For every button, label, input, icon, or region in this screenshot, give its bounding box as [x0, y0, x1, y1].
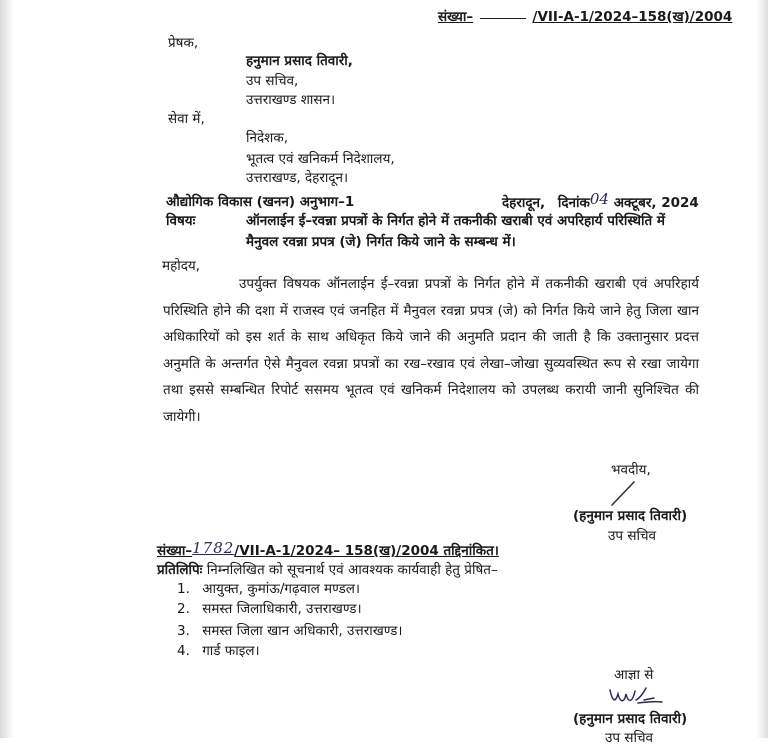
recipient-label: सेवा में, — [168, 111, 205, 127]
copy-item-number: 2. — [177, 601, 190, 617]
copy-line — [157, 561, 498, 579]
copy-text: निम्नलिखित को सूचनार्थ एवं आवश्यक कार्यवाही हेतु प्रेषित– — [206, 562, 498, 578]
signature-icon — [606, 682, 666, 710]
date-place: देहरादून, — [502, 195, 546, 211]
copy-item — [177, 600, 362, 618]
header-ref-suffix: /VII-A-1/2024–158(ख)/2004 — [532, 9, 733, 25]
sender-designation: उप सचिव, — [246, 73, 299, 89]
subject-label: विषयः — [166, 213, 196, 229]
recipient-line1: निदेशक, — [246, 130, 288, 146]
copy-item — [177, 642, 260, 660]
closing-name: (हनुमान प्रसाद तिवारी) — [573, 508, 688, 524]
copy-item-text: समस्त जिलाधिकारी, उत्तराखण्ड। — [202, 601, 362, 617]
endorsement-ref-suffix: /VII-A-1/2024– 158(ख)/2004 तद्दिनांकित। — [234, 543, 499, 559]
copy-item — [177, 622, 403, 640]
copy-item-number: 3. — [177, 623, 190, 639]
recipient-line2: भूतत्व एवं खनिकर्म निदेशालय, — [246, 151, 395, 167]
closing-valediction: भवदीय, — [611, 462, 651, 478]
signature-stroke-icon — [610, 479, 640, 509]
page-shadow-right — [756, 0, 768, 738]
date-month-year: अक्टूबर, 2024 — [613, 195, 699, 211]
copy-item-text: समस्त जिला खान अधिकारी, उत्तराखण्ड। — [202, 623, 403, 639]
sender-label: प्रेषक, — [168, 35, 199, 51]
copy-item-text: आयुक्त, कुमांऊ/गढ़वाल मण्डल। — [202, 581, 361, 597]
closing-designation: उप सचिव — [608, 528, 657, 544]
recipient-line3: उत्तराखण्ड, देहरादून। — [246, 170, 349, 186]
salutation: महोदय, — [162, 258, 201, 274]
page-shadow-left — [0, 0, 14, 738]
header-ref-blank — [480, 18, 526, 19]
copy-item-number: 1. — [177, 581, 190, 597]
endorsement-ref-prefix: संख्या– — [157, 543, 193, 559]
copy-item — [177, 580, 360, 598]
date-handwritten-day: 04 — [589, 190, 609, 208]
endorsement-ref — [157, 541, 499, 560]
body-paragraph: उपर्युक्त विषयक ऑनलाईन ई–रवन्ना प्रपत्रों के निर्गत होने में तकनीकी खराबी एवं अपरिहार्य परिस्थिति होने की दशा में राजस्व एवं जनहित में मैनुवल रवन्ना प्रपत्र (जे) को निर्गत किये जाने हेतु जिला खान अधिकारियों को इस शर्त के साथ अधिकृत किये जाने की अनुमति प्रदान की जाती है कि उक्तानुसार प्रदत्त अनुमति के अन्तर्गत ऐसे मैनुवल रवन्ना प्रपत्रों का रख–रखाव एवं लेखा–जोखा सुव्यवस्थित रूप से रखा जायेगा तथा इससे सम्बन्धित रिपोर्ट ससमय भूतत्व एवं खनिकर्म निदेशालय को उपलब्ध करायी जानी सुनिश्चित की जायेगी। — [163, 276, 699, 425]
copy-label: प्रतिलिपिः — [157, 562, 203, 578]
header-ref — [438, 8, 732, 26]
order-label: आज्ञा से — [614, 667, 654, 683]
department-line: औद्योगिक विकास (खनन) अनुभाग–1 — [166, 194, 355, 210]
order-name: (हनुमान प्रसाद तिवारी) — [573, 711, 688, 727]
copy-item-text: गार्ड फाइल। — [202, 643, 260, 659]
copy-item-number: 4. — [177, 643, 190, 659]
header-ref-prefix: संख्या– — [438, 9, 474, 25]
subject-line1: ऑनलाईन ई–रवन्ना प्रपत्रों के निर्गत होने में तकनीकी खराबी एवं अपरिहार्य परिस्थिति में — [246, 213, 665, 229]
endorsement-handwritten-number: 1782 — [192, 539, 235, 557]
sender-name: हनुमान प्रसाद तिवारी, — [246, 53, 353, 69]
sender-office: उत्तराखण्ड शासन। — [246, 92, 336, 108]
order-designation: उप सचिव — [605, 730, 654, 746]
date-label: दिनांक — [557, 195, 590, 211]
date-line — [502, 190, 699, 212]
subject-line2: मैनुवल रवन्ना प्रपत्र (जे) निर्गत किये जाने के सम्बन्ध में। — [246, 234, 516, 250]
